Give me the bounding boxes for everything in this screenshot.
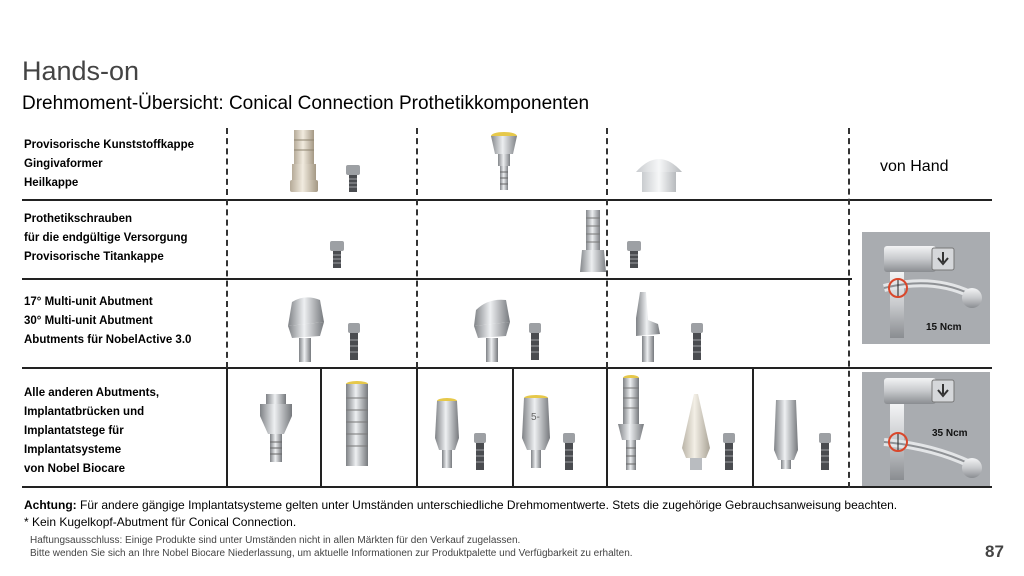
row-label-line: von Nobel Biocare [24, 463, 125, 475]
screw-image [345, 164, 361, 194]
abutment-screw-image [528, 322, 542, 362]
row-label-line: 30° Multi-unit Abutment [24, 315, 153, 327]
column-divider [226, 128, 228, 368]
row-divider [22, 486, 992, 488]
row-label-line: für die endgültige Versorgung [24, 232, 188, 244]
row-divider [22, 367, 992, 369]
row-label-line: Implantatstege für [24, 425, 124, 437]
column-divider [320, 368, 322, 486]
multi-unit-abutment-17-image [282, 294, 328, 364]
row-label-line: Gingivaformer [24, 158, 103, 170]
row-label-line: Implantatsysteme [24, 444, 122, 456]
row-label-temporary [24, 136, 194, 193]
esthetic-abutment-image [770, 398, 802, 470]
row-label-other [24, 384, 159, 479]
disclaimer-line: Bitte wenden Sie sich an Ihre Nobel Biocare Niederlassung, um aktuelle Informationen zur Produktpalette und Verfügbarkeit zu erhalten. [30, 548, 633, 559]
row-label-line: Provisorische Kunststoffkappe [24, 139, 194, 151]
row-divider [22, 278, 852, 280]
column-divider [416, 128, 418, 368]
row-label-line: Heilkappe [24, 177, 79, 189]
temporary-titanium-cap-image [578, 208, 608, 274]
prosthetic-screw-image [626, 240, 642, 270]
row-label-multiunit [24, 293, 191, 350]
straight-abutment-image [431, 396, 463, 470]
implant-replica-image [340, 378, 374, 470]
row-label-line: Abutments für NobelActive 3.0 [24, 334, 192, 346]
caution-label: Achtung: [24, 498, 77, 512]
page-number: 87 [985, 542, 1004, 561]
row-label-line: Implantatbrücken und [24, 406, 145, 418]
abutment-screw-image [818, 432, 832, 472]
column-divider [848, 128, 850, 488]
abutment-screw-image [690, 322, 704, 362]
angled-abutment-image [518, 392, 554, 470]
disclaimer-line: Haftungsausschluss: Einige Produkte sind unter Umständen nicht in allen Märkten für den Verkauf zugelassen. [30, 535, 521, 546]
abutment-screw-image [347, 322, 361, 362]
temporary-plastic-cap-image [286, 128, 326, 194]
page-title: Hands-on [22, 56, 140, 86]
row-label-line: 17° Multi-unit Abutment [24, 296, 153, 308]
torque-wrench-35-panel [862, 372, 990, 486]
torque-wrench-icon [862, 372, 990, 486]
disclaimer [30, 534, 633, 560]
column-divider [512, 368, 514, 486]
row-label-line: Alle anderen Abutments, [24, 387, 160, 399]
healing-abutment-image [486, 130, 522, 194]
row-label-line: Provisorische Titankappe [24, 251, 164, 263]
prosthetic-screw-image [329, 240, 345, 270]
torque-value-35: 35 Ncm [932, 428, 968, 439]
multi-unit-abutment-30-image [470, 296, 514, 364]
page-subtitle: Drehmoment-Übersicht: Conical Connection Prothetikkomponenten [22, 93, 590, 114]
row-label-screws [24, 210, 188, 267]
svg-text:5-: 5- [531, 412, 540, 423]
row-label-line: Prothetikschrauben [24, 213, 132, 225]
healing-cap-image [630, 150, 688, 194]
row-divider [22, 199, 992, 201]
column-divider [226, 368, 228, 486]
column-divider [416, 368, 418, 486]
torque-wrench-15-panel [862, 232, 990, 344]
footnote: * Kein Kugelkopf-Abutment für Conical Connection. [24, 515, 297, 529]
abutment-screw-image [473, 432, 487, 472]
by-hand-label: von Hand [880, 158, 949, 175]
column-divider [752, 368, 754, 486]
nobelactive-abutment-image [632, 290, 664, 364]
zirconia-abutment-image [676, 392, 716, 472]
abutment-screw-image [562, 432, 576, 472]
caution-text: Für andere gängige Implantatsysteme gelten unter Umständen unterschiedliche Drehmomentwerte. Stets die zugehörige Gebrauchsanweisung beachten. [76, 498, 898, 512]
snappy-abutment-image [614, 374, 648, 472]
column-divider [606, 368, 608, 486]
abutment-screw-image [722, 432, 736, 472]
torque-value-15: 15 Ncm [926, 322, 962, 333]
multi-unit-abutment-straight-image [256, 392, 296, 464]
caution-note [24, 498, 897, 512]
